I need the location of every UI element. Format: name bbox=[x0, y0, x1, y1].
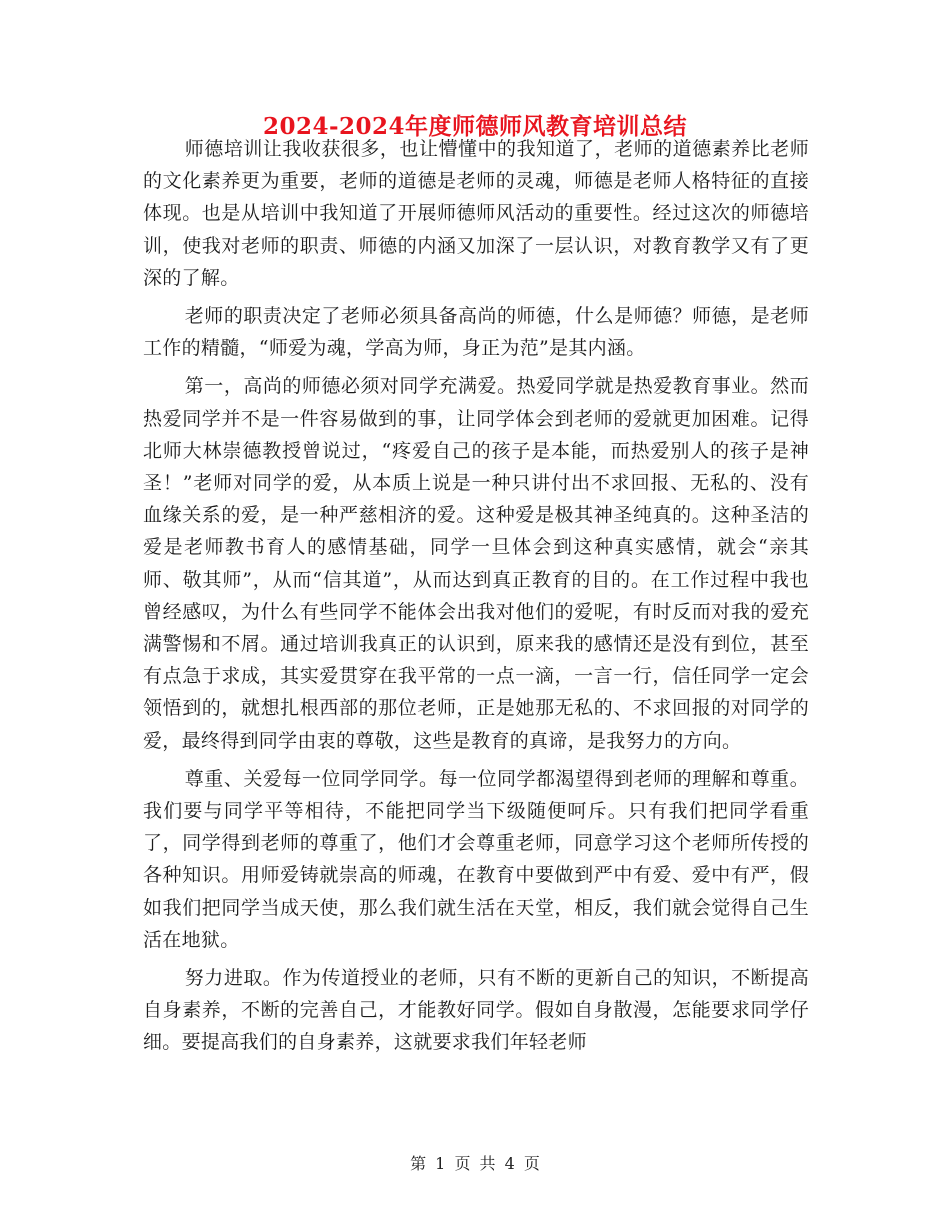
document-body bbox=[143, 133, 809, 1059]
paragraph-4: 尊重、关爱每一位同学同学。每一位同学都渴望得到老师的理解和尊重。我们要与同学平等相待，不能把同学当下级随便呵斥。只有我们把同学看重了，同学得到老师的尊重了，他们才会尊重老师，同意学习这个老师所传授的各种知识。用师爱铸就崇高的师魂，在教育中要做到严中有爱、爱中有严，假如我们把同学当成天使，那么我们就生活在天堂，相反，我们就会觉得自己生活在地狱。 bbox=[143, 767, 809, 951]
page-footer: 第 1 页 共 4 页 bbox=[410, 1154, 540, 1173]
paragraph-5: 努力进取。作为传道授业的老师，只有不断的更新自己的知识，不断提高自身素养，不断的完善自己，才能教好同学。假如自身散漫，怎能要求同学仔细。要提高我们的自身素养，这就要求我们年轻老师 bbox=[143, 967, 809, 1054]
paragraph-1: 师德培训让我收获很多，也让懵懂中的我知道了，老师的道德素养比老师的文化素养更为重要，老师的道德是老师的灵魂，师德是老师人格特征的直接体现。也是从培训中我知道了开展师德师风活动的重要性。经过这次的师德培训，使我对老师的职责、师德的内涵又加深了一层认识，对教育教学又有了更深的了解。 bbox=[143, 138, 809, 289]
paragraph-2: 老师的职责决定了老师必须具备高尚的师德，什么是师德？师德，是老师工作的精髓，“师爱为魂，学高为师，身正为范”是其内涵。 bbox=[143, 305, 809, 360]
paragraph-3: 第一，高尚的师德必须对同学充满爱。热爱同学就是热爱教育事业。然而热爱同学并不是一件容易做到的事，让同学体会到老师的爱就更加困难。记得北师大林崇德教授曾说过，“疼爱自己的孩子是本能，而热爱别人的孩子是神圣！”老师对同学的爱，从本质上说是一种只讲付出不求回报、无私的、没有血缘关系的爱，是一种严慈相济的爱。这种爱是极其神圣纯真的。这种圣洁的爱是老师教书育人的感情基础，同学一旦体会到这种真实感情，就会“亲其师、敬其师”，从而“信其道”，从而达到真正教育的目的。在工作过程中我也曾经感叹，为什么有些同学不能体会出我对他们的爱呢，有时反而对我的爱充满警惕和不屑。通过培训我真正的认识到，原来我的感情还是没有到位，甚至有点急于求成，其实爱贯穿在我平常的一点一滴，一言一行，信任同学一定会领悟到的，就想扎根西部的那位老师，正是她那无私的、不求回报的对同学的爱，最终得到同学由衷的尊敬，这些是教育的真谛，是我努力的方向。 bbox=[143, 375, 809, 752]
document-title: 2024-2024年度师德师风教育培训总结 bbox=[262, 113, 688, 140]
